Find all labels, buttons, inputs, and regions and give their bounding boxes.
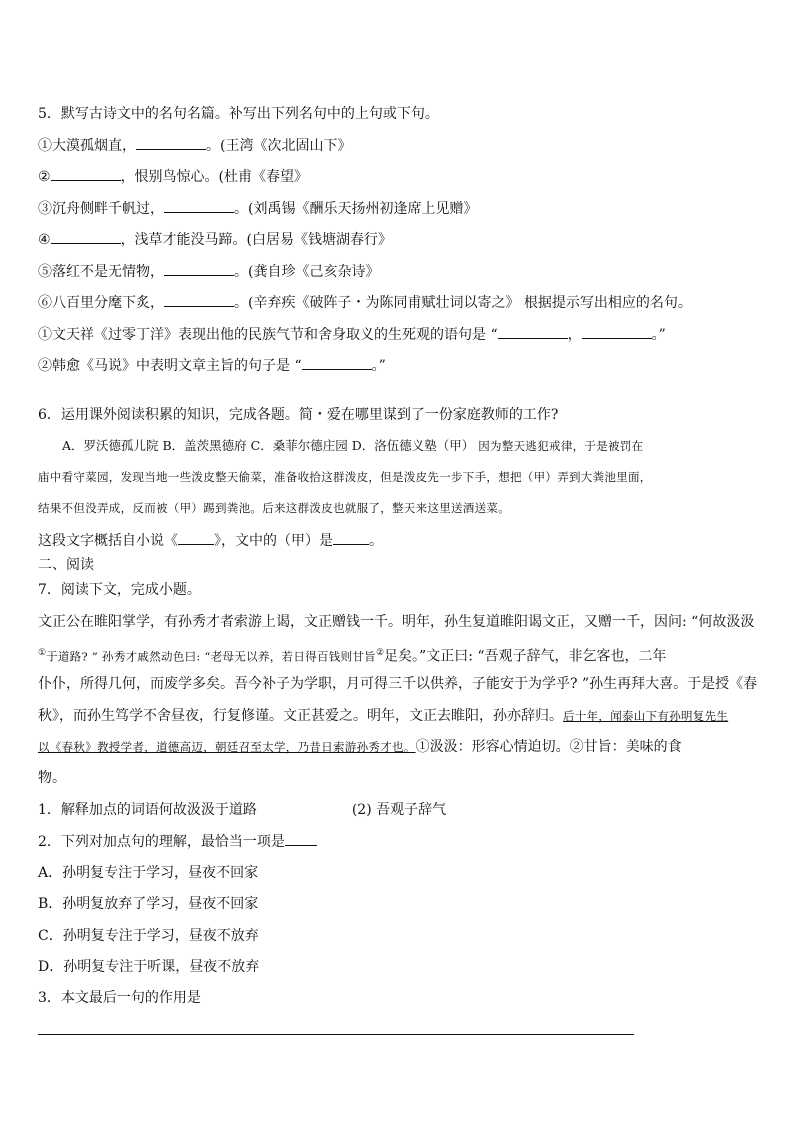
q5-line-7-text: ①文天祥《过零丁洋》表现出他的民族气节和舍身取义的生死观的语句是 “ [38, 327, 498, 343]
q5-line-5 [38, 261, 379, 282]
q6-summary-b: 》，文中的（甲）是 [214, 533, 333, 549]
sub1-b: (2) 吾观子辞气 [351, 802, 447, 818]
answer-blank[interactable] [164, 261, 234, 276]
q5-line-3-text: ③沉舟侧畔千帆过， [38, 201, 164, 217]
answer-blank[interactable] [333, 530, 369, 545]
q5-line-5-text: ⑤落红不是无情物， [38, 264, 164, 280]
q7-text-6: 物。 [38, 770, 66, 786]
sub1-line [38, 800, 446, 820]
q7-underlined-2: 以《春秋》教授学者，道德高迈，朝廷召至太学，乃昔日索游孙秀才也。 [38, 740, 416, 754]
q6-choices: A．罗沃德孤儿院 B．盖茨黑德府 C．桑菲尔德庄园 D．洛伍德义塾（甲） [62, 438, 475, 453]
sub3-title: 3．本文最后一句的作用是 [38, 990, 201, 1006]
q6-passage-2: 庙中看守菜园，发现当地一些泼皮整天偷菜，准备收拾这群泼皮，但是泼皮先一步下手，想把（甲）弄到大粪池里面， [38, 470, 652, 484]
q6-passage-3: 结果不但没弄成，反而被（甲）踢到粪池。后来这群泼皮也就服了，整天来这里送酒送菜。 [38, 501, 510, 515]
q5-line-6-source: 。(辛弃疾《破阵子・为陈同甫赋壮词以寄之》 根据提示写出相应的名句。 [234, 295, 692, 311]
q5-line-7 [38, 324, 666, 345]
q5-line-8-end: 。” [371, 358, 386, 374]
q5-line-2-marker: ② [38, 169, 51, 185]
q5-line-4-marker: ④ [38, 232, 51, 248]
q5-line-3 [38, 198, 477, 219]
sub2-option-b[interactable]: B．孙明复放弃了学习，昼夜不回家 [38, 896, 259, 912]
q5-line-1-source: 。(王湾《次北固山下》 [206, 138, 352, 154]
answer-line[interactable] [38, 1034, 634, 1035]
q5-line-2-text: ，恨别鸟惊心。(杜甫《春望》 [120, 169, 309, 185]
sub2-title-line [38, 831, 317, 852]
sub2-option-d[interactable]: D．孙明复专注于听课，昼夜不放弃 [38, 959, 260, 975]
q5-line-3-source: 。(刘禹锡《酬乐天扬州初逢席上见赠》 [234, 201, 478, 217]
q5-line-7-end: 。” [651, 327, 666, 343]
answer-blank[interactable] [164, 292, 234, 307]
q6-title: 6．运用课外阅读积累的知识，完成各题。简・爱在哪里谋到了一份家庭教师的工作? [38, 407, 559, 423]
q7-text-2a: 于道路? ” 孙秀才戚然动色曰: “老母无以养，若日得百钱则甘旨 [46, 649, 376, 664]
answer-blank[interactable] [51, 166, 121, 181]
answer-blank[interactable] [178, 530, 214, 545]
q7-text-3: 仆仆，所得几何，而废学多矣。吾今补子为学职，月可得三千以供养，子能安于为学乎? ”孙生再拜大喜。于是授《春 [38, 676, 758, 692]
q5-line-5-source: 。(龚自珍《己亥杂诗》 [234, 264, 380, 280]
q5-line-6 [38, 292, 692, 313]
q5-title: 5．默写古诗文中的名句名篇。补写出下列名句中的上句或下句。 [38, 106, 439, 122]
q7-text-4a: 秋》，而孙生笃学不舍昼夜，行复修谨。文正甚爱之。明年，文正去睢阳，孙亦辞归。 [38, 708, 563, 724]
answer-blank[interactable] [51, 229, 121, 244]
note-marker-1: ① [38, 648, 47, 658]
section-heading: 二、阅读 [38, 557, 94, 573]
q7-notes: ①汲汲：形容心情迫切。②甘旨：美味的食 [415, 739, 682, 755]
sub2-option-c[interactable]: C．孙明复专注于学习，昼夜不放弃 [38, 928, 259, 944]
q7-text-4 [38, 706, 728, 726]
q7-text-5 [38, 737, 682, 757]
sub1-a: 1．解释加点的词语何故汲汲于道路 [38, 802, 257, 818]
answer-blank[interactable] [302, 355, 372, 370]
q6-summary-a: 这段文字概括自小说《 [38, 533, 178, 549]
q5-line-8-text: ②韩愈《马说》中表明文章主旨的句子是 “ [38, 358, 302, 374]
q7-text-2b: 足矣。”文正曰: “吾观子辞气，非乞客也，二年 [384, 648, 667, 665]
q5-line-1-text: ①大漠孤烟直， [38, 138, 136, 154]
answer-blank[interactable] [582, 324, 652, 339]
q7-text-2 [38, 643, 667, 667]
q5-line-2 [38, 166, 308, 187]
q6-summary [38, 530, 383, 551]
note-marker-2: ② [375, 648, 385, 658]
q5-line-8 [38, 355, 386, 376]
q6-choices-line [62, 436, 643, 456]
q5-line-4 [38, 229, 392, 250]
answer-blank[interactable] [136, 135, 206, 150]
sub2-title: 2．下列对加点句的理解，最恰当一项是 [38, 834, 285, 850]
q5-line-4-text: ，浅草才能没马蹄。(白居易《钱塘湖春行》 [120, 232, 393, 248]
q7-title: 7．阅读下文，完成小题。 [38, 582, 201, 598]
q5-line-6-text: ⑥八百里分麾下炙， [38, 295, 164, 311]
answer-blank[interactable] [164, 198, 234, 213]
q6-summary-c: 。 [369, 533, 383, 549]
q7-underlined-1: 后十年，闻泰山下有孙明复先生 [563, 709, 729, 723]
q5-line-7-comma: ， [567, 327, 582, 343]
q7-text-1: 文正公在睢阳掌学，有孙秀才者索游上谒，文正赠钱一千。明年，孙生复道睢阳谒文正，又赠一千，因问: “何故汲汲 [38, 614, 755, 630]
answer-blank[interactable] [285, 831, 317, 846]
sub2-option-a[interactable]: A．孙明复专注于学习，昼夜不回家 [38, 865, 259, 881]
q6-passage-1: 因为整天逃犯戒律，于是被罚在 [478, 439, 644, 453]
q5-line-1 [38, 135, 351, 156]
answer-blank[interactable] [498, 324, 568, 339]
